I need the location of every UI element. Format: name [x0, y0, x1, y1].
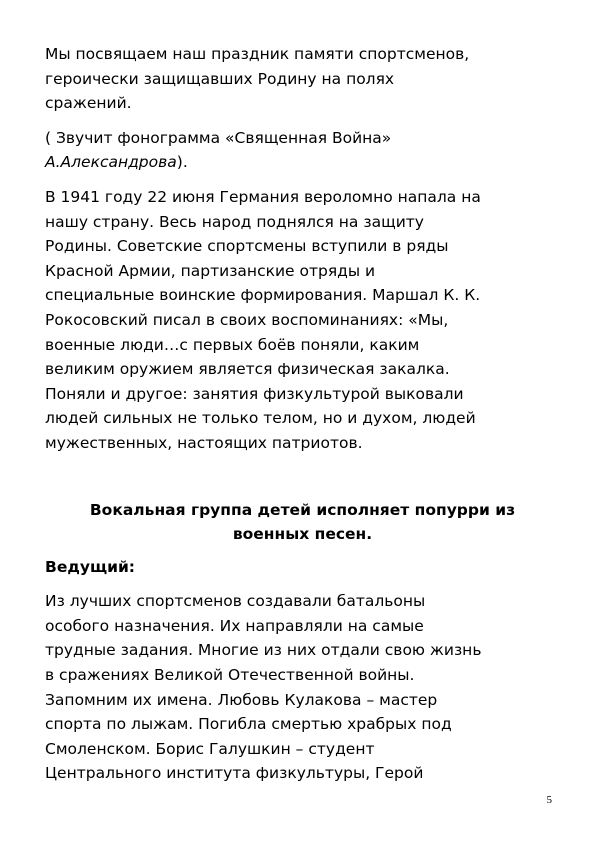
text-line: в сражениях Великой Отечественной войны.	[45, 666, 415, 685]
intro-paragraph	[45, 42, 560, 116]
text-line: военные люди…с первых боёв поняли, каким	[45, 335, 420, 354]
text-line: мужественных, настоящих патриотов.	[45, 433, 363, 452]
text-line: Из лучших спортсменов создавали батальоны	[45, 592, 426, 611]
text-line: спорта по лыжам. Погибла смертью храбрых под	[45, 715, 452, 734]
text-fragment: ).	[176, 153, 188, 172]
text-line: Красной Армии, партизанские отряды и	[45, 261, 376, 280]
text-line: сражений.	[45, 94, 132, 113]
text-line: ( Звучит фонограмма «Священная Война»	[45, 128, 392, 147]
text-line: людей сильных не только телом, но и духом, людей	[45, 409, 476, 428]
host-label: Ведущий:	[45, 557, 136, 576]
text-line: военных песен.	[232, 525, 373, 544]
text-line: Вокальная группа детей исполняет попурри из	[89, 500, 516, 519]
vocal-heading	[45, 498, 560, 547]
history-paragraph	[45, 185, 560, 456]
text-line: великим оружием является физическая закалка.	[45, 360, 450, 379]
text-line: героически защищавших Родину на полях	[45, 69, 395, 88]
text-line: особого назначения. Их направляли на самые	[45, 616, 424, 635]
document-page	[45, 42, 560, 786]
text-line: специальные воинские формирования. Маршал К. К.	[45, 286, 481, 305]
text-line: трудные задания. Многие из них отдали свою жизнь	[45, 641, 482, 660]
music-cue-paragraph	[45, 126, 560, 175]
page-number: 5	[546, 794, 552, 806]
host-paragraph	[45, 589, 560, 786]
composer-name: А.Александрова	[45, 153, 177, 172]
text-line	[45, 150, 560, 175]
text-line: Мы посвящаем наш праздник памяти спортсменов,	[45, 45, 470, 63]
text-line: Родины. Советские спортсмены вступили в ряды	[45, 237, 449, 256]
text-line: Рокосовский писал в своих воспоминаниях: «Мы,	[45, 310, 449, 329]
text-line: Центрального института физкультуры, Герой	[45, 764, 424, 783]
text-line: Смоленском. Борис Галушкин – студент	[45, 739, 375, 758]
text-line: В 1941 году 22 июня Германия вероломно напала на	[45, 187, 481, 206]
text-line: Поняли и другое: занятия физкультурой выковали	[45, 384, 464, 403]
text-line: Запомним их имена. Любовь Кулакова – мастер	[45, 690, 438, 709]
text-line: нашу страну. Весь народ поднялся на защиту	[45, 212, 424, 231]
